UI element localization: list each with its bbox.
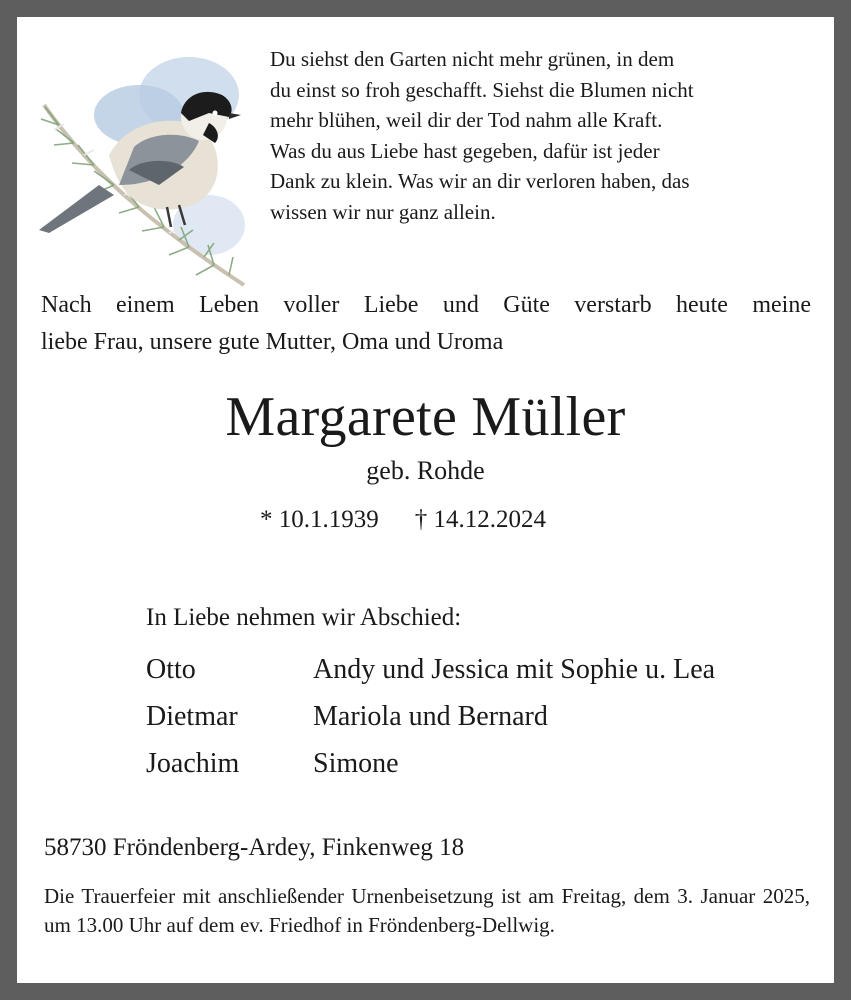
farewell-heading: In Liebe nehmen wir Abschied: (146, 604, 462, 631)
death-date: † 14.12.2024 (414, 506, 546, 533)
poem-line: Dank zu klein. Was wir an dir verloren haben, das (270, 169, 690, 193)
family-member: Joachim (146, 748, 240, 779)
funeral-notice: Die Trauerfeier mit anschließender Urnenbeisetzung ist am Freitag, dem 3. Januar 2025, um 13.00 Uhr auf dem ev. Friedhof in Fröndenberg-Dellwig. (44, 884, 810, 937)
poem-line: Was du aus Liebe hast gegeben, dafür ist jeder (270, 138, 660, 163)
poem-line: du einst so froh geschafft. Siehst die Blumen nicht (270, 77, 694, 102)
family-member-relatives: Andy und Jessica mit Sophie u. Lea (313, 654, 716, 685)
family-row (146, 748, 715, 795)
birth-date: * 10.1.1939 (260, 506, 379, 533)
intro-line: liebe Frau, unsere gute Mutter, Oma und Uroma (41, 329, 504, 355)
address: 58730 Fröndenberg-Ardey, Finkenweg 18 (44, 834, 465, 861)
family-member-relatives: Mariola und Bernard (313, 701, 548, 732)
maiden-name: geb. Rohde (366, 456, 485, 485)
intro-line: Nach einem Leben voller Liebe und Güte verstarb heute meine (41, 292, 811, 318)
family-member: Dietmar (146, 701, 238, 732)
life-dates (260, 504, 546, 536)
poem (270, 44, 810, 227)
poem-line: mehr blühen, weil dir der Tod nahm alle Kraft. (270, 108, 663, 132)
family-row (146, 654, 715, 701)
deceased-name: Margarete Müller (225, 386, 626, 448)
family-row (146, 701, 715, 748)
intro-text (41, 287, 811, 361)
family-member: Otto (146, 654, 196, 685)
poem-line: Du siehst den Garten nicht mehr grünen, in dem (270, 47, 675, 71)
poem-line: wissen wir nur ganz allein. (270, 199, 496, 224)
obituary-card (17, 17, 834, 983)
family-member-relatives: Simone (313, 748, 399, 779)
family-list (146, 654, 715, 795)
chickadee-bird-icon (39, 35, 251, 289)
